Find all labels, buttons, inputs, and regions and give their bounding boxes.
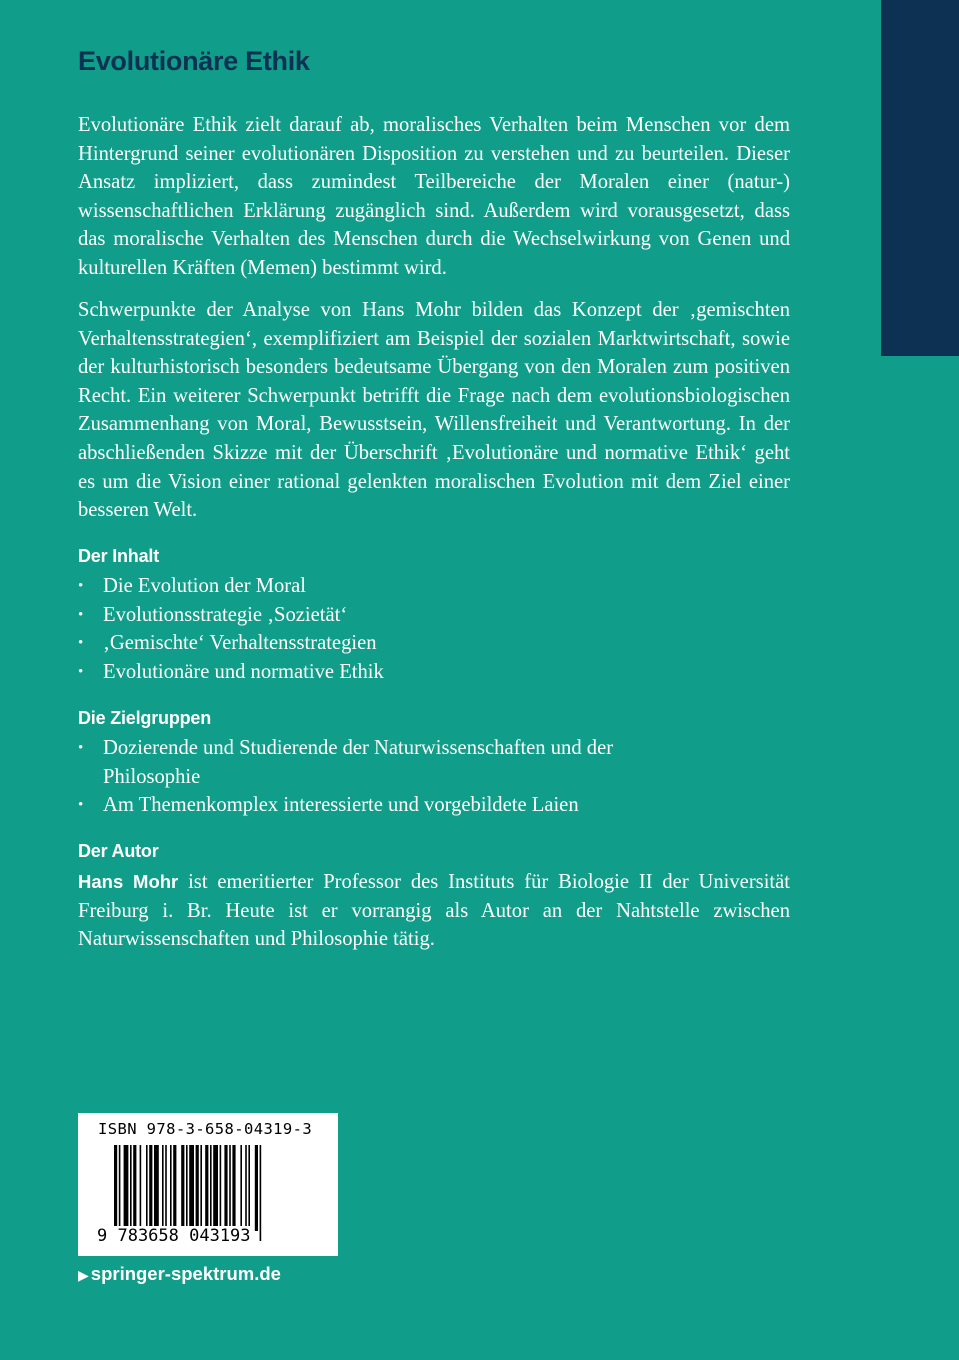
list-item-text: Die Evolution der Moral bbox=[103, 575, 307, 597]
bullet-icon: • bbox=[78, 578, 84, 594]
barcode-bar bbox=[186, 1145, 188, 1231]
author-name: Hans Mohr bbox=[78, 871, 179, 892]
bullet-icon: • bbox=[78, 606, 84, 623]
list-item bbox=[78, 629, 790, 658]
list-item-text: ‚Gemischte‘ Verhaltensstrategien bbox=[103, 632, 377, 655]
barcode-digits-text: 9 783658 043193 bbox=[97, 1226, 251, 1246]
barcode-bar bbox=[260, 1145, 262, 1241]
barcode-bar bbox=[165, 1145, 167, 1231]
description-paragraph-2: Schwerpunkte der Analyse von Hans Mohr bilden das Konzept der ‚gemischten Verhaltensstrategien‘, exemplifiziert am Beispiel der sozialen Marktwirtschaft, sowie der kulturhistorisch besonders bedeutsame Übergang von den Moralen zum positiven Recht. Ein weiterer Schwerpunkt betrifft die Frage nach dem evolutionsbiologischen Zusammenhang von Moral, Bewusstsein, Willensfreiheit und Verantwortung. In der abschließenden Skizze mit der Überschrift ‚Evolutionäre und normative Ethik‘ geht es um die Vision einer rational gelenkten moralischen Evolution mit dem Ziel einer besseren Welt. bbox=[78, 299, 790, 522]
isbn-label: ISBN 978-3-658-04319-3 bbox=[98, 1120, 313, 1138]
barcode-bar bbox=[240, 1145, 242, 1231]
barcode-bar bbox=[130, 1145, 132, 1231]
barcode-bar bbox=[149, 1145, 152, 1231]
spine-bar bbox=[881, 0, 959, 356]
barcode-bar bbox=[205, 1145, 208, 1231]
inhalt-list bbox=[78, 572, 790, 686]
list-item bbox=[78, 572, 790, 601]
section-heading-zielgruppen: Die Zielgruppen bbox=[78, 708, 212, 728]
barcode-bar bbox=[181, 1145, 184, 1231]
barcode-bar bbox=[220, 1145, 222, 1231]
zielgruppen-list bbox=[78, 734, 790, 820]
section-heading-inhalt: Der Inhalt bbox=[78, 546, 160, 566]
barcode-bar bbox=[248, 1145, 250, 1231]
barcode-bar bbox=[255, 1145, 258, 1231]
list-item bbox=[78, 734, 703, 791]
barcode-bar bbox=[146, 1145, 148, 1231]
description-paragraph-1: Evolutionäre Ethik zielt darauf ab, moralisches Verhalten beim Menschen vor dem Hintergrund seiner evolutionären Disposition zu verstehen und zu beurteilen. Dieser Ansatz impliziert, dass zumindest Teilbereiche der Moralen einer (natur-) wissenschaftlichen Erklärung zugänglich sind. Außerdem wird vorausgesetzt, dass das moralische Verhalten des Menschen durch die Wechselwirkung von Genen und kulturellen Kräften (Memen) bestimmt wird. bbox=[78, 114, 790, 279]
list-item-text: Evolutionsstrategie ‚Sozietät‘ bbox=[103, 603, 348, 626]
barcode-digits bbox=[96, 1226, 252, 1246]
barcode-bar bbox=[229, 1145, 231, 1231]
barcode-bar bbox=[133, 1145, 136, 1231]
publisher-website[interactable] bbox=[78, 1263, 281, 1285]
bullet-icon: • bbox=[78, 663, 84, 680]
barcode-bar bbox=[245, 1145, 247, 1231]
author-bio: ist emeritierter Professor des Instituts für Biologie II der Universität Freiburg i. Br. Heute ist er vorrangig als Autor an der Nahtstelle zwischen Naturwissenschaften und Philosophie tätig. bbox=[78, 871, 790, 951]
list-item bbox=[78, 601, 790, 630]
list-item-text: Dozierende und Studierende der Naturwissenschaften und der Philosophie bbox=[103, 737, 614, 788]
barcode-bar bbox=[210, 1145, 212, 1231]
barcode-bar bbox=[173, 1145, 176, 1231]
barcode-bar bbox=[162, 1145, 164, 1231]
barcode-bar bbox=[124, 1145, 129, 1231]
barcode-bar bbox=[140, 1145, 142, 1231]
barcode-bar bbox=[224, 1145, 227, 1231]
book-title: Evolutionäre Ethik bbox=[78, 46, 310, 76]
bullet-icon: • bbox=[78, 740, 84, 756]
barcode-bar bbox=[213, 1145, 218, 1231]
list-item-text: Evolutionäre und normative Ethik bbox=[103, 660, 384, 683]
list-item bbox=[78, 658, 790, 687]
bullet-icon: • bbox=[78, 797, 84, 814]
list-item-text: Am Themenkomplex interessierte und vorgebildete Laien bbox=[103, 794, 579, 817]
bullet-icon: • bbox=[78, 635, 84, 652]
author-paragraph bbox=[78, 868, 790, 954]
barcode-bar bbox=[232, 1145, 235, 1231]
website-text: springer-spektrum.de bbox=[90, 1263, 281, 1284]
isbn-barcode bbox=[78, 1113, 338, 1256]
barcode-bar bbox=[170, 1145, 172, 1231]
arrow-icon: ▶ bbox=[78, 1267, 89, 1283]
barcode-bar bbox=[200, 1145, 202, 1231]
section-heading-autor: Der Autor bbox=[78, 841, 159, 861]
list-item bbox=[78, 791, 790, 820]
barcode-bar bbox=[196, 1145, 199, 1231]
barcode-bar bbox=[154, 1145, 159, 1231]
